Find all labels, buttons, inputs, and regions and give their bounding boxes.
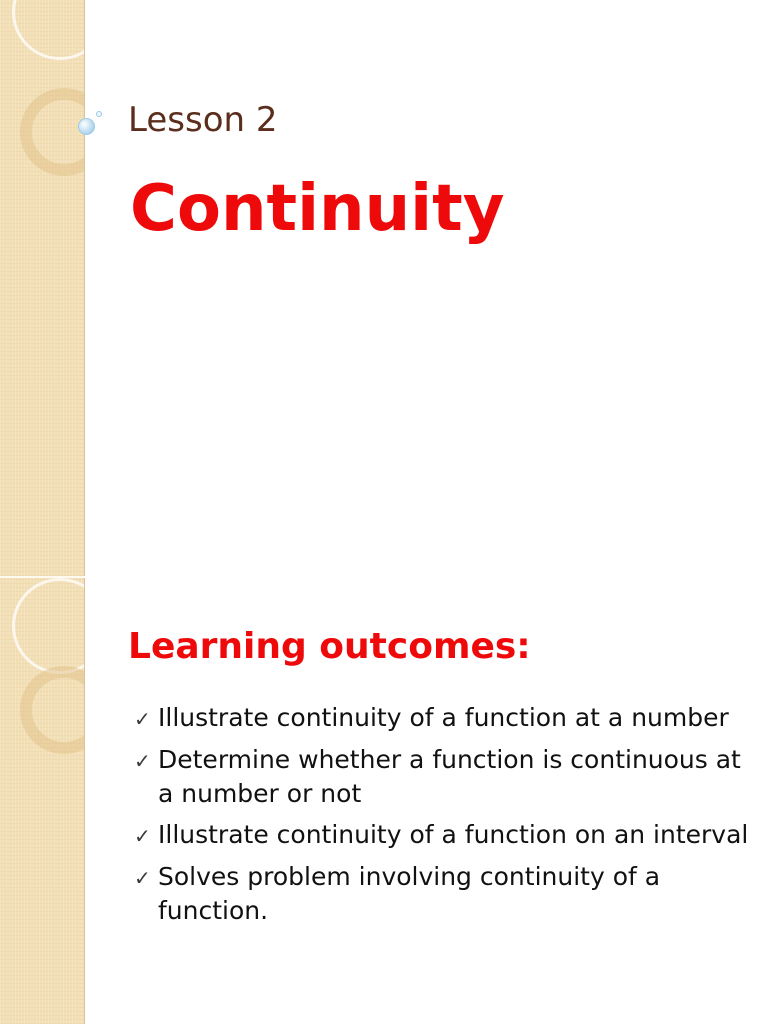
outcome-text: Determine whether a function is continuous at a number or not <box>158 745 741 808</box>
lesson-subtitle: Lesson 2 <box>128 100 278 140</box>
slide-sidebar-top <box>0 0 85 576</box>
ring-decoration <box>20 666 85 754</box>
checkmark-icon: ✓ <box>134 866 151 890</box>
ring-decoration <box>12 0 85 60</box>
bubble-icon <box>78 118 95 135</box>
list-item <box>134 701 754 736</box>
checkmark-icon: ✓ <box>134 707 151 731</box>
list-item <box>134 743 754 811</box>
slide-sidebar-bottom <box>0 578 85 1024</box>
learning-outcomes-list <box>134 701 754 935</box>
checkmark-icon: ✓ <box>134 749 151 773</box>
outcome-text: Solves problem involving continuity of a function. <box>158 862 661 925</box>
ring-decoration <box>20 88 85 176</box>
slide-title: Continuity <box>130 172 505 246</box>
checkmark-icon: ✓ <box>134 824 151 848</box>
list-item <box>134 818 754 853</box>
outcome-text: Illustrate continuity of a function at a number <box>158 703 729 732</box>
learning-outcomes-heading: Learning outcomes: <box>128 626 531 667</box>
outcome-text: Illustrate continuity of a function on an interval <box>158 820 749 849</box>
list-item <box>134 860 754 928</box>
ring-decoration <box>12 578 85 674</box>
bubble-icon <box>96 111 102 117</box>
